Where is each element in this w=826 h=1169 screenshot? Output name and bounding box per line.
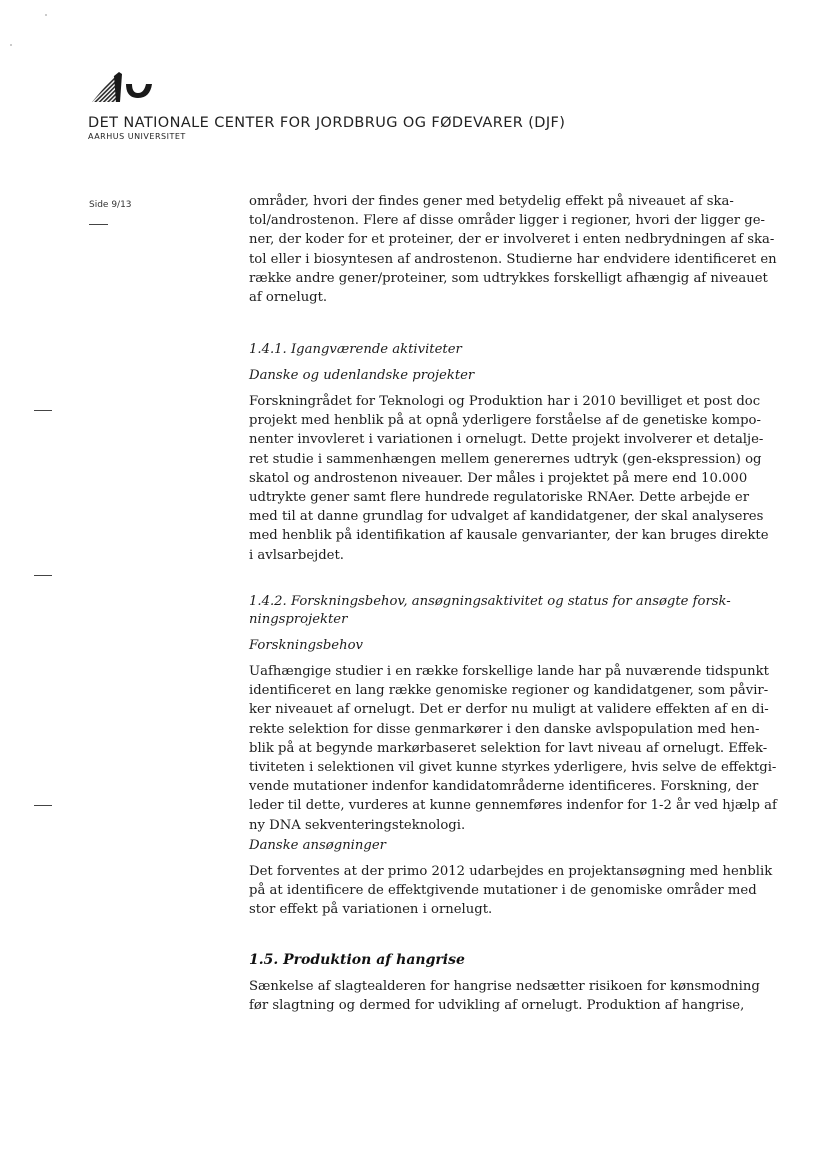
text-line: stor effekt på variationen i ornelugt. [249,902,493,918]
section-heading-1-4-1: 1.4.1. Igangværende aktiviteter [249,342,462,357]
subheading-danish-applications: Danske ansøgninger [249,838,386,853]
paragraph-1-5 [249,977,760,1015]
text-line: ker niveauet af ornelugt. Det er derfor nu muligt at validere effekten af en di- [249,702,769,718]
text-line: vende mutationer indenfor kandidatområderne identificeres. Forskning, der [249,779,759,795]
text-line: rekte selektion for disse genmarkører i den danske avlspopulation med hen- [249,721,760,737]
margin-mark [34,805,52,806]
text-line: projekt med henblik på at opnå yderligere forståelse af de genetiske kompo- [249,413,761,429]
text-line: Det forventes at der primo 2012 udarbejdes en projektansøgning med henblik [249,864,773,879]
text-line: før slagtning og dermed for udvikling af ornelugt. Produktion af hangrise, [249,998,745,1014]
text-line: tol eller i biosyntesen af androstenon. Studierne har endvidere identificeret en [249,251,777,267]
paragraph-1-4-1 [249,392,769,565]
text-line: ner, der koder for et proteiner, der er involveret i enten nedbrydningen af ska- [249,232,775,248]
text-line: af ornelugt. [249,290,328,306]
margin-mark [34,410,52,411]
text-line: Sænkelse af slagtealderen for hangrise nedsætter risikoen for kønsmodning [249,979,760,994]
text-line: nenter invovleret i variationen i ornelugt. Dette projekt involverer et detalje- [249,432,764,448]
page-number: Side 9/13 [89,200,132,210]
text-line: tiviteten i selektionen vil givet kunne styrkes yderligere, hvis selve de effektgi- [249,760,777,776]
subheading-projects: Danske og udenlandske projekter [249,368,475,383]
scan-speck [10,44,12,46]
text-line: leder til dette, vurderes at kunne gennemføres indenfor for 1-2 år ved hjælp af [249,798,777,814]
text-line: skatol og androstenon niveauer. Der måles i projektet på mere end 10.000 [249,470,748,486]
section-heading-1-5: 1.5. Produktion af hangrise [249,952,465,968]
au-logo [88,70,158,106]
scan-speck [45,14,47,16]
text-line: Forskningrådet for Teknologi og Produktion har i 2010 bevilliget et post doc [249,394,761,409]
paragraph-research-need [249,662,777,835]
text-line: Uafhængige studier i en række forskellige lande har på nuværende tidspunkt [249,664,769,679]
margin-mark [34,575,52,576]
text-line: blik på at begynde markørbaseret selektion for lavt niveau af ornelugt. Effek- [249,740,768,756]
text-line: på at identificere de effektgivende mutationer i de genomiske områder med [249,883,757,899]
text-line: ny DNA sekventeringsteknologi. [249,817,466,833]
section-heading-1-4-2-line1: 1.4.2. Forskningsbehov, ansøgningsaktivitet og status for ansøgte forsk- [249,594,731,609]
text-line: med henblik på identifikation af kausale genvarianter, der kan bruges direkte [249,528,769,544]
page-number-rule [89,224,108,225]
text-line: identificeret en lang række genomiske regioner og kandidatgener, som påvir- [249,683,769,699]
subheading-research-need: Forskningsbehov [249,638,363,653]
paragraph-danish-applications [249,862,773,920]
text-line: tol/androstenon. Flere af disse områder ligger i regioner, hvori der ligger ge- [249,213,766,229]
text-line: områder, hvori der findes gener med betydelig effekt på niveauet af ska- [249,194,734,209]
university-name: AARHUS UNIVERSITET [88,132,186,141]
text-line: ret studie i sammenhængen mellem generernes udtryk (gen-ekspression) og [249,451,762,467]
section-heading-1-4-2-line2: ningsprojekter [249,612,348,627]
text-line: i avlsarbejdet. [249,547,344,563]
text-line: række andre gener/proteiner, som udtrykkes forskelligt afhængig af niveauet [249,270,768,286]
institution-title: DET NATIONALE CENTER FOR JORDBRUG OG FØDEVARER (DJF) [88,115,566,131]
text-line: med til at danne grundlag for udvalget af kandidatgener, der skal analyseres [249,509,764,525]
text-line: udtrykte gener samt flere hundrede regulatoriske RNAer. Dette arbejde er [249,490,750,506]
intro-paragraph [249,192,777,307]
